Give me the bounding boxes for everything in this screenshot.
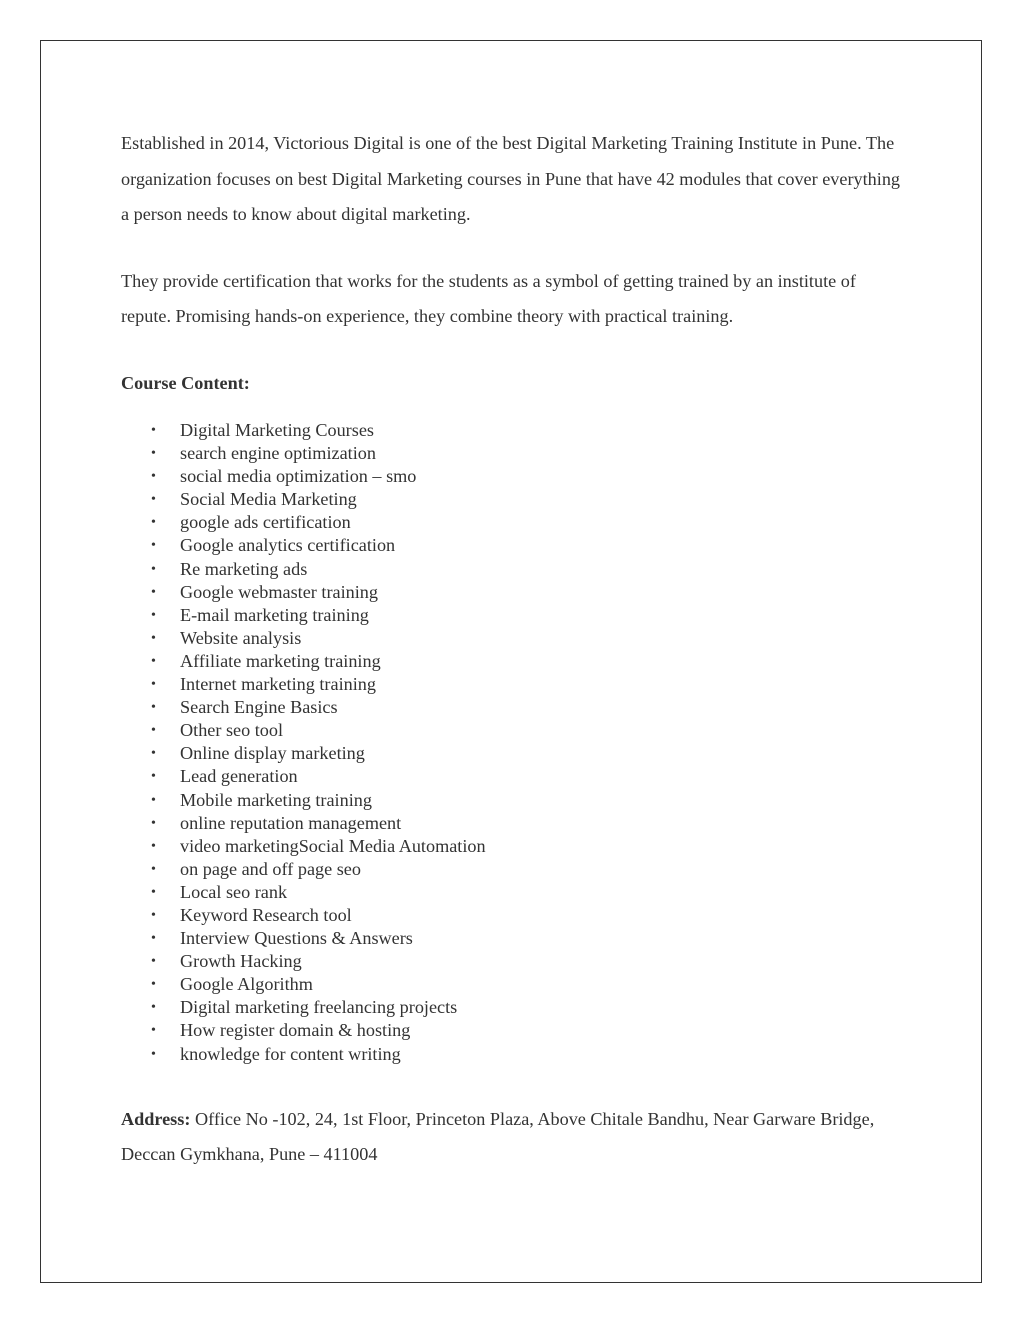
bullet-icon: • [151,723,156,739]
list-item [121,950,901,973]
list-item [121,904,901,927]
bullet-icon: • [151,954,156,970]
list-item-label: Online display marketing [180,743,365,764]
document-body [121,126,901,1173]
bullet-icon: • [151,907,156,923]
bullet-icon: • [151,931,156,947]
list-item [121,442,901,465]
list-item-label: Google webmaster training [180,581,378,602]
list-item-label: Other seo tool [180,720,284,741]
bullet-icon: • [151,746,156,762]
list-item-label: Interview Questions & Answers [180,928,413,949]
list-item [121,973,901,996]
bullet-icon: • [151,815,156,831]
list-item-label: Affiliate marketing training [180,650,381,671]
bullet-icon: • [151,792,156,808]
list-item [121,604,901,627]
address-text: Office No -102, 24, 1st Floor, Princeton Plaza, Above Chitale Bandhu, Near Garware Bridge, Deccan Gymkhana, Pune – 411004 [121,1108,875,1165]
list-item [121,1019,901,1042]
list-item-label: Social Media Marketing [180,489,357,510]
bullet-icon: • [151,861,156,877]
list-item-label: Search Engine Basics [180,697,338,718]
list-item-label: Google analytics certification [180,535,396,556]
address-label: Address: [121,1108,191,1129]
list-item [121,1043,901,1066]
list-item-label: video marketingSocial Media Automation [180,835,486,856]
bullet-icon: • [151,677,156,693]
address-paragraph [121,1102,901,1173]
list-item-label: Website analysis [180,627,302,648]
list-item [121,696,901,719]
bullet-icon: • [151,653,156,669]
list-item-label: Digital marketing freelancing projects [180,997,458,1018]
list-item [121,534,901,557]
bullet-icon: • [151,538,156,554]
list-item [121,650,901,673]
list-item [121,558,901,581]
bullet-icon: • [151,492,156,508]
bullet-icon: • [151,515,156,531]
list-item [121,673,901,696]
list-item-label: Keyword Research tool [180,904,352,925]
list-item [121,465,901,488]
bullet-icon: • [151,700,156,716]
list-item [121,719,901,742]
list-item-label: Internet marketing training [180,674,376,695]
list-item-label: Lead generation [180,766,298,787]
bullet-icon: • [151,1023,156,1039]
list-item [121,488,901,511]
bullet-icon: • [151,469,156,485]
list-item-label: on page and off page seo [180,858,361,879]
bullet-icon: • [151,1046,156,1062]
bullet-icon: • [151,884,156,900]
bullet-icon: • [151,423,156,438]
list-item [121,765,901,788]
list-item-label: google ads certification [180,512,351,533]
bullet-icon: • [151,561,156,577]
list-item [121,881,901,904]
bullet-icon: • [151,977,156,993]
bullet-icon: • [151,630,156,646]
course-content-heading: Course Content: [121,372,250,393]
intro-paragraph-2: They provide certification that works for the students as a symbol of getting trained by an institute of repute. Promising hands-on experience, they combine theory with practical training. [121,270,856,326]
bullet-icon: • [151,1000,156,1016]
list-item [121,927,901,950]
bullet-icon: • [151,607,156,623]
list-item [121,858,901,881]
bullet-icon: • [151,584,156,600]
list-item [121,511,901,534]
list-item [121,835,901,858]
intro-paragraph-1: Established in 2014, Victorious Digital is one of the best Digital Marketing Training Institute in Pune. The organization focuses on best Digital Marketing courses in Pune that have 42 modules that cover everything a person needs to know about digital marketing. [121,133,901,224]
list-item-label: E-mail marketing training [180,604,369,625]
bullet-icon: • [151,769,156,785]
list-item-label: Local seo rank [180,881,288,902]
course-content-list [121,419,901,1066]
bullet-icon: • [151,838,156,854]
list-item-label: search engine optimization [180,443,376,464]
list-item-label: How register domain & hosting [180,1020,411,1041]
list-item [121,996,901,1019]
list-item-label: Growth Hacking [180,951,302,972]
list-item [121,581,901,604]
list-item-label: Google Algorithm [180,974,313,995]
list-item [121,627,901,650]
list-item [121,812,901,835]
bullet-icon: • [151,446,156,462]
list-item-label: knowledge for content writing [180,1043,401,1064]
list-item-label: Re marketing ads [180,558,308,579]
list-item-label: online reputation management [180,812,402,833]
list-item-label: Digital Marketing Courses [180,420,374,440]
list-item [121,742,901,765]
list-item [121,789,901,812]
list-item [121,419,901,442]
list-item-label: Mobile marketing training [180,789,372,810]
list-item-label: social media optimization – smo [180,466,417,487]
